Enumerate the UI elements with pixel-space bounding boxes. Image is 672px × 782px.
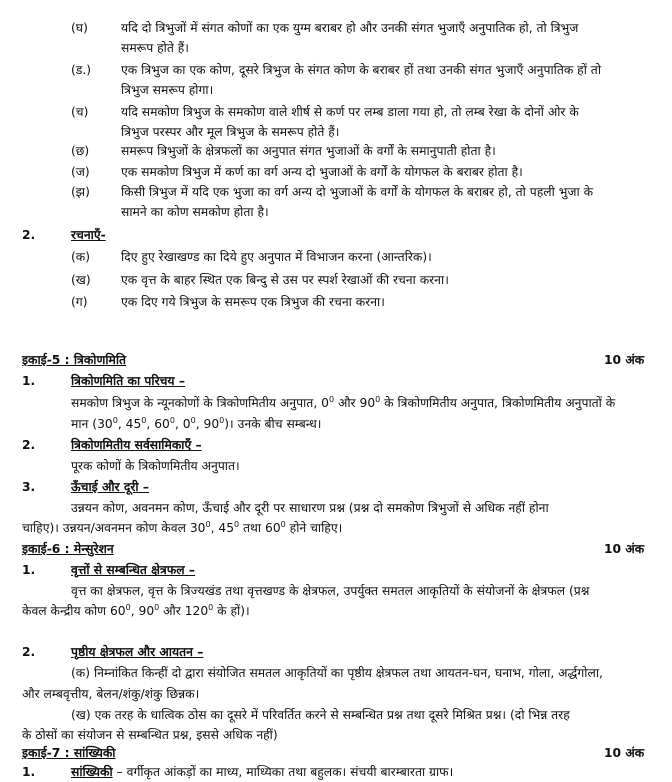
unit-title: इकाई-6 : मेन्सुरेशन: [22, 542, 114, 556]
section-heading: त्रिकोणमिति का परिचय –: [71, 374, 185, 388]
paragraph-line: वृत्त का क्षेत्रफल, वृत्त के त्रिज्यखंड तथा वृत्तखण्ड के क्षेत्रफल, उपर्युक्त समतल आकृतियों के संयोजनों के क्षेत्रफल (प्रश्न: [71, 584, 590, 598]
item-mark: (च): [71, 105, 89, 119]
paragraph-line: केवल केन्द्रीय कोण $60^0$, $90^0$ और $120^0$ के हों)।: [22, 602, 250, 618]
unit-marks: 10 अंक: [604, 542, 645, 556]
section-number: 2.: [22, 645, 36, 659]
section-number: 1.: [22, 563, 36, 577]
item-text: त्रिभुज परस्पर और मूल त्रिभुज के समरूप होते हैं।: [121, 125, 340, 139]
item-text: सामने का कोण समकोण होता है।: [121, 205, 269, 219]
item-text: समरूप होते हैं।: [121, 41, 189, 55]
paragraph-line: (क) निम्नांकित किन्हीं दो द्वारा संयोजित समतल आकृतियों का पृष्ठीय क्षेत्रफल तथा आयतन-घन, घनाभ, गोला, अर्द्धगोला,: [71, 666, 603, 680]
paragraph-line: पूरक कोणों के त्रिकोणमितीय अनुपात।: [71, 459, 240, 473]
item-mark: (ज): [71, 165, 90, 179]
paragraph-line: (ख) एक तरह के धात्विक ठोस का दूसरे में परिवर्तित करने से सम्बन्धित प्रश्न तथा दूसरे मिश्रित प्रश्न। (दो भिन्न तरह: [71, 708, 570, 722]
item-text: एक दिए गये त्रिभुज के समरूप एक त्रिभुज की रचना करना।: [121, 295, 385, 309]
item-mark: (ड.): [71, 63, 92, 77]
item-text: एक वृत्त के बाहर स्थित एक बिन्दु से उस पर स्पर्श रेखाओं की रचना करना।: [121, 273, 449, 287]
paragraph-line: समकोण त्रिभुज के न्यूनकोणों के त्रिकोणमितीय अनुपात, $0^0$ और $90^0$ के त्रिकोणमितीय अनुपात, त्रिकोणमितीय अनुपातों के: [71, 394, 616, 410]
item-mark: (झ): [71, 185, 90, 199]
item-text: दिए हुए रेखाखण्ड का दिये हुए अनुपात में विभाजन करना (आन्तरिक)।: [121, 250, 432, 264]
section-number: 2.: [22, 228, 36, 242]
item-mark: (छ): [71, 144, 90, 158]
item-text: समरूप त्रिभुजों के क्षेत्रफलों का अनुपात संगत भुजाओं के वर्गों के समानुपाती होता है।: [121, 144, 496, 158]
section-number: 1.: [22, 765, 36, 779]
paragraph-line: सांख्यिकी – वर्गीकृत आंकड़ों का माध्य, माध्यिका तथा बहुलक। संचयी बारम्बारता ग्राफ।: [71, 765, 454, 779]
paragraph-line: उन्नयन कोण, अवनमन कोण, ऊँचाई और दूरी पर साधारण प्रश्न (प्रश्न दो समकोण त्रिभुजों से अधिक नहीं होना: [71, 501, 549, 515]
paragraph-line: मान ($30^0$, $45^0$, $60^0$, $0^0$, $90^0)।$ उनके बीच सम्बन्ध।: [71, 415, 322, 431]
item-text: यदि समकोण त्रिभुज के समकोण वाले शीर्ष से कर्ण पर लम्ब डाला गया हो, तो लम्ब रेखा के दोनों ओर के: [121, 105, 579, 119]
item-text: यदि दो त्रिभुजों में संगत कोणों का एक युग्म बराबर हो और उनकी संगत भुजाएँ अनुपातिक हो, तो त्रिभुज: [121, 21, 579, 35]
unit-marks: 10 अंक: [604, 746, 645, 760]
unit-title: इकाई-7 : सांख्यिकी: [22, 746, 116, 760]
section-number: 3.: [22, 480, 36, 494]
section-heading: वृत्तों से सम्बन्धित क्षेत्रफल –: [71, 563, 196, 577]
paragraph-line: के ठोसों का संयोजन से सम्बन्धित प्रश्न, इससे अधिक नहीं): [22, 728, 278, 742]
paragraph-line: चाहिए)। उन्नयन/अवनमन कोण केवल $30^0$, $45^0$ तथा $60^0$ होने चाहिए।: [22, 519, 343, 535]
item-mark: (क): [71, 250, 91, 264]
item-mark: (ग): [71, 295, 88, 309]
item-text: त्रिभुज समरूप होगा।: [121, 83, 214, 97]
item-mark: (घ): [71, 21, 88, 35]
item-text: एक त्रिभुज का एक कोण, दूसरे त्रिभुज के संगत कोण के बराबर हों तथा उनकी संगत भुजाएँ अनुपातिक हों तो: [121, 63, 602, 77]
item-text: किसी त्रिभुज में यदि एक भुजा का वर्ग अन्य दो भुजाओं के वर्गों के योगफल के बराबर हो, तो पहली भुजा के: [121, 185, 594, 199]
section-heading: रचनाएँ-: [71, 228, 106, 242]
section-heading: ऊँचाई और दूरी –: [71, 480, 150, 494]
unit-title: इकाई-5 : त्रिकोणमिति: [22, 353, 127, 367]
section-number: 2.: [22, 438, 36, 452]
item-mark: (ख): [71, 273, 91, 287]
section-number: 1.: [22, 374, 36, 388]
paragraph-line: और लम्बवृत्तीय, बेलन/शंकु/शंकु छिन्नक।: [22, 687, 200, 701]
section-heading: पृष्ठीय क्षेत्रफल और आयतन –: [71, 645, 204, 659]
item-text: एक समकोण त्रिभुज में कर्ण का वर्ग अन्य दो भुजाओं के वर्गों के योगफल के बराबर होता है।: [121, 165, 523, 179]
unit-marks: 10 अंक: [604, 353, 645, 367]
section-heading: त्रिकोणमितीय सर्वसामिकाएँ –: [71, 438, 202, 452]
